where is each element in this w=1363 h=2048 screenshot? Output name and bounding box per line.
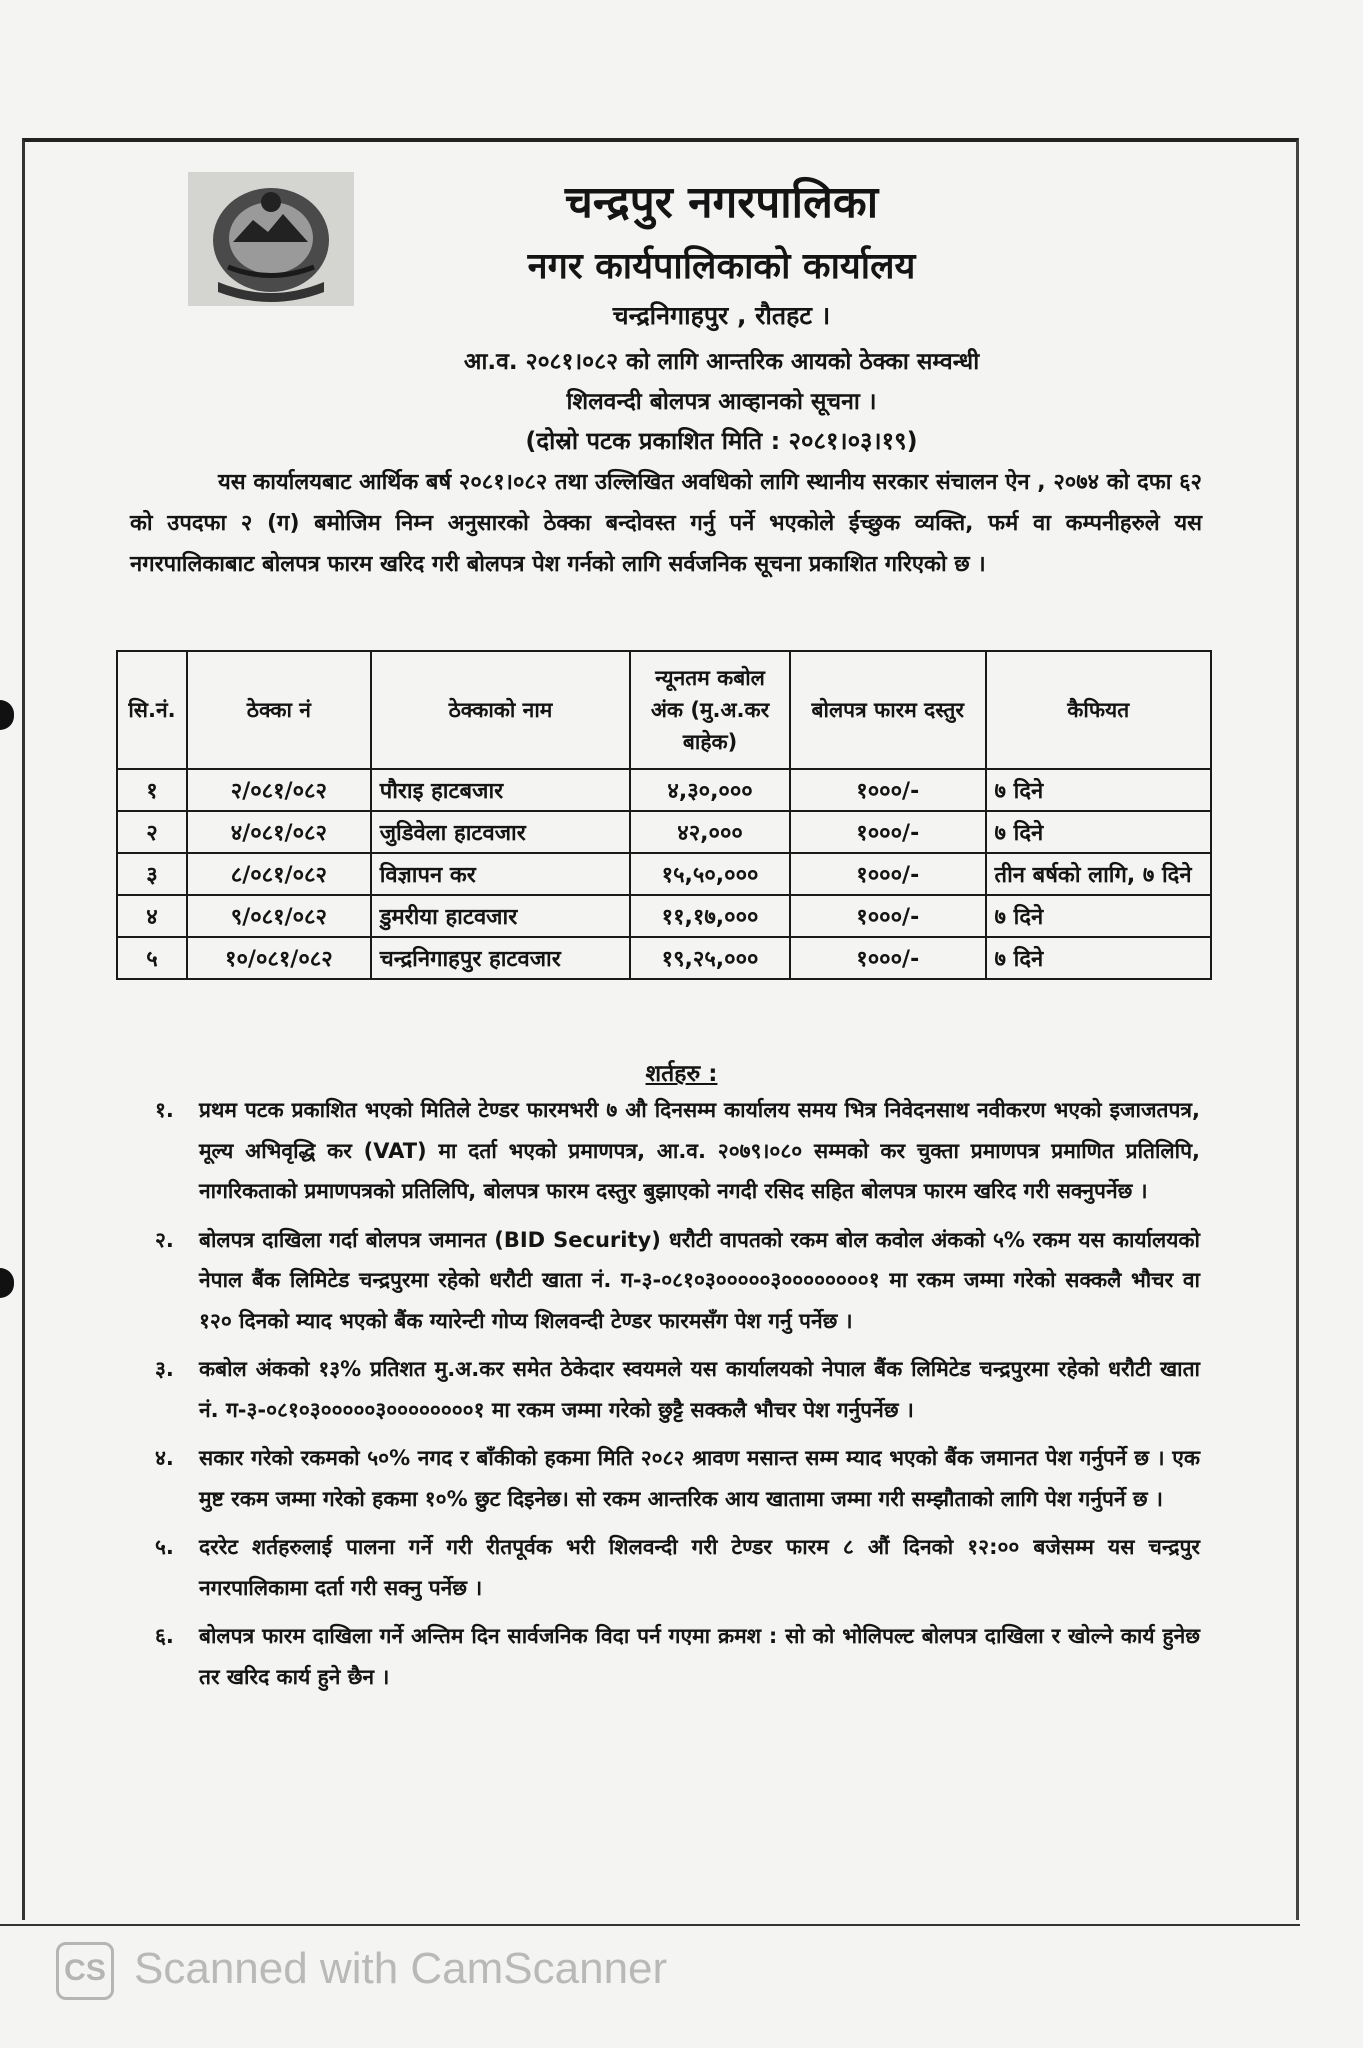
table-row [117,769,1211,811]
subject-line-2: शिलवन्दी बोलपत्र आव्हानको सूचना । [566,389,877,415]
cell-contract-no: २/०८१/०८२ [187,769,371,811]
cell-form-fee: १०००/- [790,769,986,811]
punch-hole-mark [0,700,14,730]
terms-list [155,1090,1200,1705]
cell-min-bid: १५,५०,००० [630,853,790,895]
table-row [117,853,1211,895]
term-number: १. [155,1098,174,1122]
term-item [155,1090,1200,1212]
cell-remarks: ७ दिने [986,811,1211,853]
term-text: प्रथम पटक प्रकाशित भएको मितिले टेण्डर फारमभरी ७ औ दिनसम्म कार्यालय समय भित्र निवेदनसाथ नवीकरण भएको इजाजतपत्र, मूल्य अभिवृद्धि कर (VAT) मा दर्ता भएको प्रमाणपत्र, आ.व. २०७९।०८० सम्मको कर चुक्ता प्रमाणपत्र प्रमाणित प्रतिलिपि, नागरिकताको प्रमाणपत्रको प्रतिलिपि, बोलपत्र फारम दस्तुर बुझाएको नगदी रसिद सहित बोलपत्र फारम खरिद गरी सक्नुपर्नेछ । [199,1098,1200,1203]
cell-min-bid: ११,१७,००० [630,895,790,937]
cell-contract-name: चन्द्रनिगाहपुर हाटवजार [371,937,630,979]
cell-contract-no: १०/०८१/०८२ [187,937,371,979]
term-item [155,1616,1200,1697]
office-title: नगर कार्यपालिकाको कार्यालय [527,246,916,287]
subject-line-1: आ.व. २०८१।०८२ को लागि आन्तरिक आयको ठेक्का सम्वन्धी [463,349,980,375]
cell-form-fee: १०००/- [790,811,986,853]
cell-contract-name: डुमरीया हाटवजार [371,895,630,937]
term-number: ४. [155,1446,174,1470]
cell-serial: ३ [117,853,187,895]
municipality-title: चन्द्रपुर नगरपालिका [564,177,879,228]
cell-serial: ५ [117,937,187,979]
term-item [155,1349,1200,1430]
header-contract-no: ठेक्का नं [187,651,371,769]
term-item [155,1220,1200,1342]
term-number: २. [155,1227,174,1252]
bottom-divider [0,1924,1300,1926]
term-text: बोलपत्र फारम दाखिला गर्ने अन्तिम दिन सार्वजनिक विदा पर्न गएमा क्रमश : सो को भोलिपल्ट बोलपत्र दाखिला र खोल्ने कार्य हुनेछ तर खरिद कार्य हुने छैन । [199,1624,1200,1689]
cell-contract-name: पौराइ हाटबजार [371,769,630,811]
punch-hole-mark [0,1268,14,1298]
office-address: चन्द्रनिगाहपुर , रौतहट । [612,301,831,330]
cell-min-bid: ४,३०,००० [630,769,790,811]
cell-remarks: ७ दिने [986,937,1211,979]
term-number: ५. [155,1535,174,1559]
cell-serial: ४ [117,895,187,937]
cell-remarks: तीन बर्षको लागि, ७ दिने [986,853,1211,895]
term-text: दररेट शर्तहरुलाई पालना गर्ने गरी रीतपूर्वक भरी शिलवन्दी गरी टेण्डर फारम ८ औं दिनको १२:०० बजेसम्म यस चन्द्रपुर नगरपालिकामा दर्ता गरी सक्नु पर्नेछ । [199,1535,1200,1600]
cell-form-fee: १०००/- [790,937,986,979]
header-contract-name: ठेक्काको नाम [371,651,630,769]
cell-contract-name: जुडिवेला हाटवजार [371,811,630,853]
camscanner-logo-icon: CS [56,1942,114,2000]
cell-contract-no: ४/०८१/०८२ [187,811,371,853]
header-form-fee: बोलपत्र फारम दस्तुर [790,651,986,769]
cell-form-fee: १०००/- [790,853,986,895]
table-row [117,811,1211,853]
terms-heading: शर्तहरु : [645,1061,718,1087]
term-text: कबोल अंकको १३% प्रतिशत मु.अ.कर समेत ठेकेदार स्वयमले यस कार्यालयको नेपाल बैंक लिमिटेड चन्द्रपुरमा रहेको धरौटी खाता नं. ग-३-०८१०३०००००३००००००००१ मा रकम जम्मा गरेको छुट्टै सक्कलै भौचर पेश गर्नुपर्नेछ । [199,1357,1200,1422]
contract-table [116,650,1212,980]
camscanner-watermark: Scanned with CamScanner [134,1944,668,1993]
cell-contract-no: ८/०८१/०८२ [187,853,371,895]
term-number: ३. [155,1357,174,1381]
cell-contract-no: ९/०८१/०८२ [187,895,371,937]
table-row [117,937,1211,979]
cell-contract-name: विज्ञापन कर [371,853,630,895]
cell-remarks: ७ दिने [986,895,1211,937]
header-min-bid: न्यूनतम कबोल अंक (मु.अ.कर बाहेक) [630,651,790,769]
term-text: बोलपत्र दाखिला गर्दा बोलपत्र जमानत (BID Security) धरौटी वापतको रकम बोल कवोल अंकको ५% रकम यस कार्यालयको नेपाल बैंक लिमिटेड चन्द्रपुरमा रहेको धरौटी खाता नं. ग-३-०८१०३०००००३००००००००१ मा रकम जम्मा गरेको सक्कलै भौचर वा १२० दिनको म्याद भएको बैंक ग्यारेन्टी गोप्य शिलवन्दी टेण्डर फारमसँग पेश गर्नु पर्नेछ । [199,1227,1200,1333]
cell-form-fee: १०००/- [790,895,986,937]
cell-min-bid: १९,२५,००० [630,937,790,979]
cell-remarks: ७ दिने [986,769,1211,811]
cell-min-bid: ४२,००० [630,811,790,853]
term-item [155,1527,1200,1608]
table-header-row [117,651,1211,769]
cell-serial: २ [117,811,187,853]
table-row [117,895,1211,937]
cell-serial: १ [117,769,187,811]
header-serial: सि.नं. [117,651,187,769]
header-remarks: कैफियत [986,651,1211,769]
publication-date: (दोस्रो पटक प्रकाशित मिति : २०८१।०३।१९) [525,427,918,455]
term-number: ६. [155,1624,174,1648]
term-item [155,1438,1200,1519]
intro-paragraph: यस कार्यालयबाट आर्थिक बर्ष २०८१।०८२ तथा उल्लिखित अवधिको लागि स्थानीय सरकार संचालन ऐन , २०७४ को दफा ६२ को उपदफा २ (ग) बमोजिम निम्न अनुसारको ठेक्का बन्दोवस्त गर्नु पर्ने भएकोले ईच्छुक व्यक्ति, फर्म वा कम्पनीहरुले यस नगरपालिकाबाट बोलपत्र फारम खरिद गरी बोलपत्र पेश गर्नको लागि सर्वजनिक सूचना प्रकाशित गरिएको छ । [130,470,1202,577]
term-text: सकार गरेको रकमको ५०% नगद र बाँकीको हकमा मिति २०८२ श्रावण मसान्त सम्म म्याद भएको बैंक जमानत पेश गर्नुपर्ने छ । एक मुष्ट रकम जम्मा गरेको हकमा १०% छुट दिइनेछ। सो रकम आन्तरिक आय खातामा जम्मा गरी सम्झौताको लागि पेश गर्नुपर्ने छ । [199,1446,1200,1511]
